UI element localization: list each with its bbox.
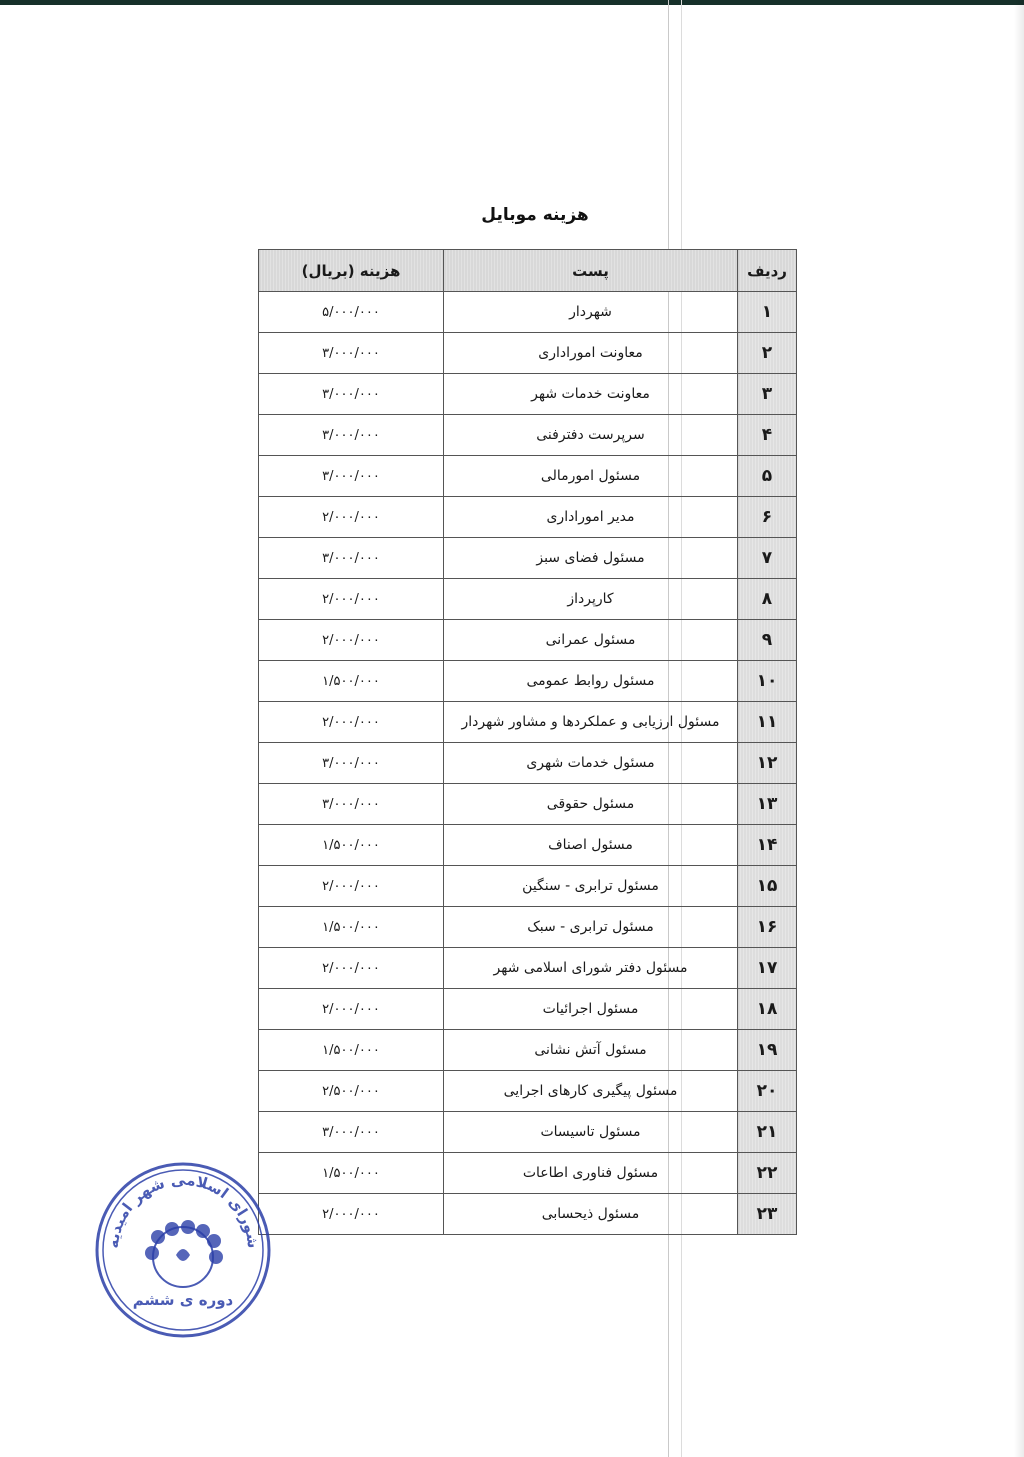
table-row (259, 784, 797, 825)
row-cost: ۳/۰۰۰/۰۰۰ (259, 538, 444, 579)
row-post: مسئول حقوقی (444, 784, 738, 825)
row-number: ۲۳ (738, 1194, 797, 1235)
scan-top-border (0, 0, 1024, 5)
row-number: ۲۱ (738, 1112, 797, 1153)
row-post: مسئول آتش نشانی (444, 1030, 738, 1071)
row-cost: ۱/۵۰۰/۰۰۰ (259, 1030, 444, 1071)
row-post: مسئول دفتر شورای اسلامی شهر (444, 948, 738, 989)
row-number: ۲ (738, 333, 797, 374)
row-post: مسئول پیگیری کارهای اجرایی (444, 1071, 738, 1112)
row-number: ۴ (738, 415, 797, 456)
stamp-inner-text: دوره ی ششم (132, 1291, 234, 1309)
row-cost: ۳/۰۰۰/۰۰۰ (259, 374, 444, 415)
row-post: مسئول روابط عمومی (444, 661, 738, 702)
row-number: ۱۷ (738, 948, 797, 989)
row-cost: ۳/۰۰۰/۰۰۰ (259, 415, 444, 456)
table-row (259, 907, 797, 948)
row-cost: ۳/۰۰۰/۰۰۰ (259, 1112, 444, 1153)
mobile-cost-table (258, 249, 797, 1235)
scan-edge-shadow (1014, 0, 1024, 1457)
row-post: کارپرداز (444, 579, 738, 620)
row-post: شهردار (444, 292, 738, 333)
row-post: مسئول ترابری - سنگین (444, 866, 738, 907)
row-post: مسئول فضای سبز (444, 538, 738, 579)
row-number: ۹ (738, 620, 797, 661)
table-row (259, 579, 797, 620)
row-cost: ۲/۰۰۰/۰۰۰ (259, 1194, 444, 1235)
row-post: مسئول اجرائیات (444, 989, 738, 1030)
row-cost: ۲/۰۰۰/۰۰۰ (259, 702, 444, 743)
table-row (259, 702, 797, 743)
row-post: مسئول فناوری اطاعات (444, 1153, 738, 1194)
table-row (259, 1112, 797, 1153)
table-row (259, 866, 797, 907)
row-number: ۱۱ (738, 702, 797, 743)
table-row (259, 415, 797, 456)
table-row (259, 292, 797, 333)
row-number: ۶ (738, 497, 797, 538)
row-cost: ۲/۰۰۰/۰۰۰ (259, 989, 444, 1030)
row-number: ۷ (738, 538, 797, 579)
row-number: ۱۸ (738, 989, 797, 1030)
row-post: مسئول اصناف (444, 825, 738, 866)
row-cost: ۲/۰۰۰/۰۰۰ (259, 948, 444, 989)
row-cost: ۵/۰۰۰/۰۰۰ (259, 292, 444, 333)
row-number: ۱۴ (738, 825, 797, 866)
row-number: ۸ (738, 579, 797, 620)
row-cost: ۲/۰۰۰/۰۰۰ (259, 620, 444, 661)
row-cost: ۱/۵۰۰/۰۰۰ (259, 825, 444, 866)
row-number: ۱۶ (738, 907, 797, 948)
row-cost: ۳/۰۰۰/۰۰۰ (259, 333, 444, 374)
row-post: مسئول عمرانی (444, 620, 738, 661)
table-row (259, 538, 797, 579)
row-post: مسئول خدمات شهری (444, 743, 738, 784)
table-header-row (259, 250, 797, 292)
row-post: مسئول تاسیسات (444, 1112, 738, 1153)
table-row (259, 374, 797, 415)
row-cost: ۱/۵۰۰/۰۰۰ (259, 661, 444, 702)
header-cost: هزینه (بریال) (259, 250, 444, 292)
row-post: سرپرست دفترفنی (444, 415, 738, 456)
row-post: مسئول امورمالی (444, 456, 738, 497)
row-cost: ۲/۵۰۰/۰۰۰ (259, 1071, 444, 1112)
table-row (259, 1153, 797, 1194)
table-row (259, 620, 797, 661)
row-post: مسئول ترابری - سبک (444, 907, 738, 948)
table-row (259, 1071, 797, 1112)
page-title: هزینه موبایل (481, 205, 589, 225)
council-stamp (88, 1155, 278, 1345)
row-cost: ۳/۰۰۰/۰۰۰ (259, 743, 444, 784)
row-cost: ۱/۵۰۰/۰۰۰ (259, 907, 444, 948)
row-cost: ۱/۵۰۰/۰۰۰ (259, 1153, 444, 1194)
row-number: ۵ (738, 456, 797, 497)
row-number: ۱۲ (738, 743, 797, 784)
table-row (259, 1194, 797, 1235)
table-row (259, 1030, 797, 1071)
row-number: ۱۹ (738, 1030, 797, 1071)
header-post: پست (444, 250, 738, 292)
row-cost: ۲/۰۰۰/۰۰۰ (259, 579, 444, 620)
table-row (259, 743, 797, 784)
table-row (259, 661, 797, 702)
row-cost: ۲/۰۰۰/۰۰۰ (259, 866, 444, 907)
row-cost: ۳/۰۰۰/۰۰۰ (259, 784, 444, 825)
row-post: مسئول ارزیابی و عملکردها و مشاور شهردار (444, 702, 738, 743)
stamp-outer-text: شورای اسلامی شهر امیدیه (103, 1170, 263, 1250)
row-number: ۱۳ (738, 784, 797, 825)
row-number: ۱۰ (738, 661, 797, 702)
row-number: ۳ (738, 374, 797, 415)
row-post: معاونت اموراداری (444, 333, 738, 374)
row-cost: ۳/۰۰۰/۰۰۰ (259, 456, 444, 497)
table-row (259, 333, 797, 374)
row-number: ۱ (738, 292, 797, 333)
row-post: معاونت خدمات شهر (444, 374, 738, 415)
row-number: ۲۲ (738, 1153, 797, 1194)
row-post: مدیر اموراداری (444, 497, 738, 538)
table-row (259, 497, 797, 538)
header-row-number: ردیف (738, 250, 797, 292)
row-cost: ۲/۰۰۰/۰۰۰ (259, 497, 444, 538)
table-row (259, 825, 797, 866)
table-row (259, 456, 797, 497)
table-row (259, 989, 797, 1030)
row-number: ۲۰ (738, 1071, 797, 1112)
row-post: مسئول ذیحسابی (444, 1194, 738, 1235)
table-row (259, 948, 797, 989)
row-number: ۱۵ (738, 866, 797, 907)
